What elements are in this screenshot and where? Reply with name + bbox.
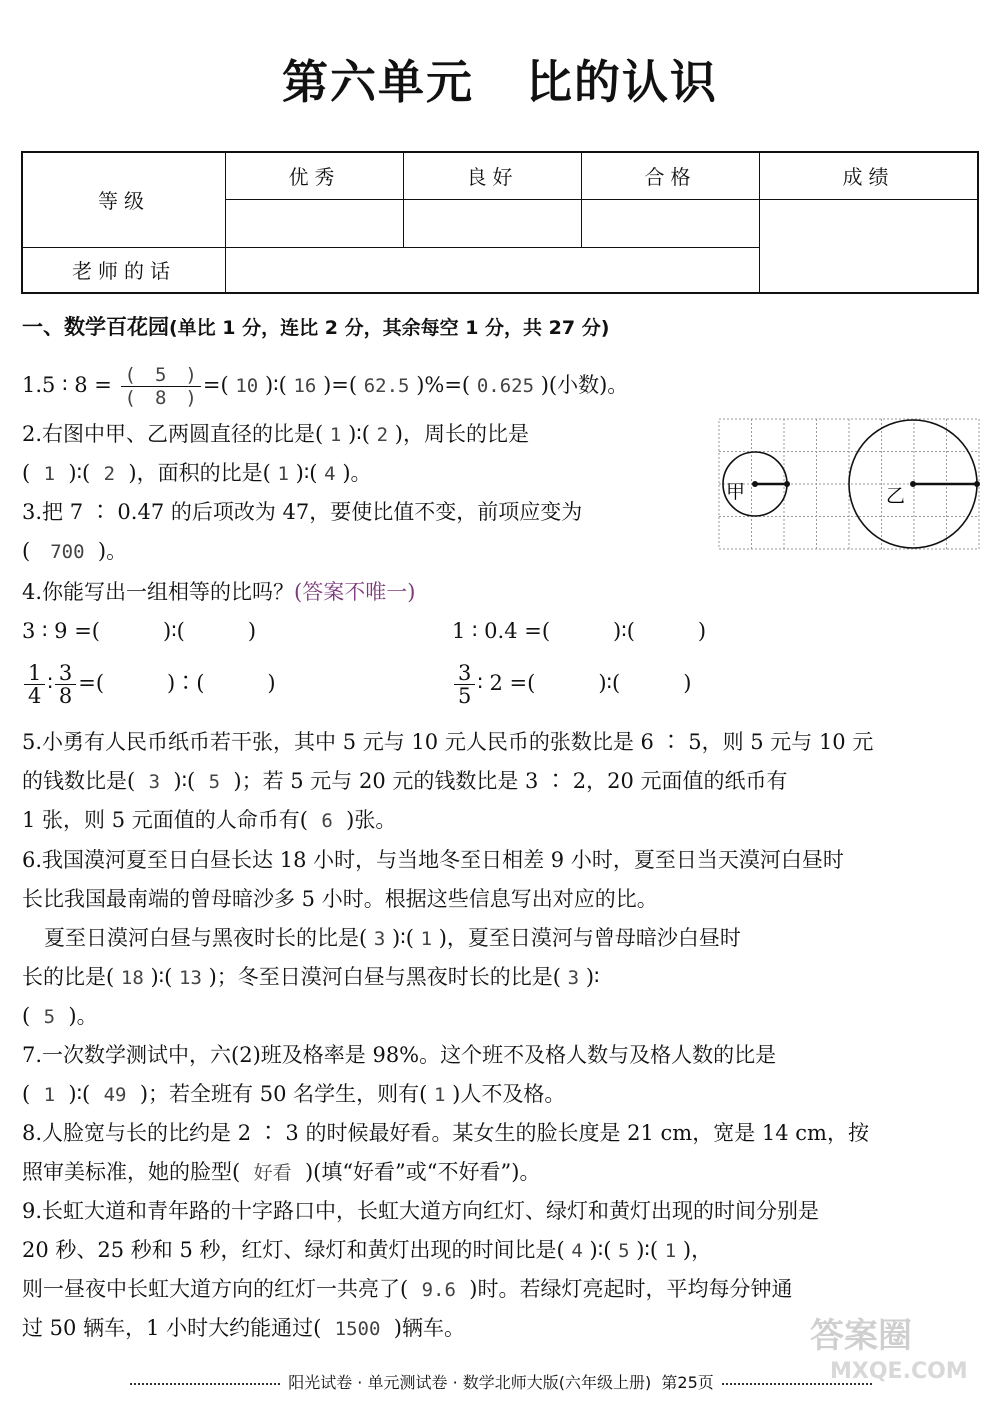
- label-jia: 甲: [726, 481, 746, 503]
- q6-colon-2: )∶(: [150, 965, 173, 989]
- q2-text-3: )，面积的比是(: [128, 461, 271, 485]
- q2-answer-6: 4: [324, 463, 336, 485]
- q3-open: (: [22, 539, 31, 563]
- page-number: 第25页: [661, 1373, 714, 1392]
- question-7-line-1: [22, 1040, 776, 1070]
- question-5-line-1: [22, 727, 873, 757]
- question-7-line-2: [22, 1079, 565, 1110]
- q4-frac-num-3: 3: [454, 662, 475, 685]
- q6-text-6: )；冬至日漠河白昼与黑夜时长的比是(: [208, 965, 561, 989]
- q2-colon-1: )∶(: [348, 422, 370, 446]
- q1-fraction: [121, 364, 201, 409]
- q6-answer-1: 3: [373, 928, 386, 950]
- q2-answer-1: 1: [329, 424, 342, 446]
- q7-colon: )∶(: [68, 1082, 91, 1106]
- q6-answer-3: 18: [120, 967, 144, 989]
- q4-frac-den-2: 8: [58, 684, 73, 708]
- question-9-line-4: [22, 1313, 465, 1344]
- header-excellent: 优秀: [226, 152, 404, 199]
- q4-ratio-3-tail: =( )∶( ): [78, 671, 276, 695]
- q6-open: (: [22, 1004, 31, 1028]
- q4-ratio-4[interactable]: [452, 661, 692, 708]
- q5-text-2: 的钱数比是(: [22, 769, 136, 793]
- teacher-comment-cell[interactable]: [226, 247, 760, 293]
- q1-colon: )∶(: [264, 373, 287, 397]
- title-topic: 比的认识: [526, 55, 718, 109]
- grade-table: [21, 151, 979, 294]
- q9-text-3: )，: [682, 1238, 713, 1262]
- question-6-line-4: [22, 962, 599, 993]
- q4-frac-den-3: 5: [458, 684, 472, 708]
- q7-answer-1: 1: [43, 1084, 56, 1106]
- watermark: [810, 1318, 968, 1390]
- q6-answer-6: 5: [43, 1006, 56, 1028]
- q4-frac-num-1: 1: [24, 662, 45, 685]
- question-9-line-3: [22, 1274, 792, 1305]
- q5-answer-2: 5: [208, 771, 221, 793]
- question-2-line-1: [22, 419, 529, 450]
- header-good: 良好: [404, 152, 582, 199]
- q5-answer-3: 6: [321, 810, 333, 832]
- section-note: (单比 1 分，连比 2 分，其余每空 1 分，共 27 分): [169, 317, 610, 339]
- q7-text-2: )；若全班有 50 名学生，则有(: [139, 1082, 428, 1106]
- question-3-line-1: [22, 497, 582, 527]
- q2-answer-5: 1: [277, 463, 289, 485]
- q2-text-2: )，周长的比是: [394, 422, 529, 446]
- q6-text-3: 夏至日漠河白昼与黑夜时长的比是(: [44, 926, 368, 950]
- q6-answer-4: 13: [179, 967, 202, 989]
- q5-text-1: 5.小勇有人民币纸币若干张，其中 5 元与 10 元人民币的张数比是 6 ∶ 5，则 5 元与 10 元: [22, 730, 874, 754]
- q1-percent: )%=(: [416, 373, 471, 397]
- q9-answer-3: 1: [664, 1240, 677, 1262]
- q4-ratio-4-tail: ∶ 2 =( )∶( ): [477, 671, 692, 695]
- q1-fraction-num: ( 5 ): [121, 364, 201, 387]
- q3-tail: )。: [97, 539, 128, 563]
- question-4-row-1: [22, 616, 706, 646]
- question-5-line-2: [22, 766, 788, 797]
- cell-excellent[interactable]: [226, 199, 404, 247]
- q1-prefix: 1.5 ∶ 8 =: [22, 373, 112, 397]
- q9-colon-2: )∶(: [636, 1238, 659, 1262]
- question-4-row-2: [22, 662, 691, 707]
- question-1: [22, 364, 628, 409]
- teacher-label: 老师的话: [22, 247, 226, 293]
- question-5-line-3: [22, 805, 396, 836]
- page-title: [0, 46, 1000, 112]
- q5-text-4: 1 张，则 5 元面值的人命币有(: [22, 808, 308, 832]
- q6-text-4: )，夏至日漠河与曾母暗沙白昼时: [438, 926, 741, 950]
- q5-answer-1: 3: [148, 771, 161, 793]
- question-6-line-1: [22, 845, 844, 875]
- q2-colon-3: )∶(: [295, 461, 318, 485]
- q9-tail: )辆车。: [393, 1316, 465, 1340]
- q1-fraction-den: ( 8 ): [124, 387, 197, 409]
- q4-ratio-2[interactable]: 1 ∶ 0.4 =( )∶( ): [452, 619, 707, 643]
- q9-text-5: )时。若绿灯亮起时，平均每分钟通: [469, 1277, 793, 1301]
- cell-pass[interactable]: [582, 199, 760, 247]
- q8-text-1: 8.人脸宽与长的比约是 2 ∶ 3 的时候最好看。某女生的脸长度是 21 cm，宽是 14 cm，按: [22, 1121, 869, 1145]
- question-9-line-2: [22, 1235, 712, 1266]
- q2-answer-4: 2: [103, 463, 116, 485]
- q4-ratio-3[interactable]: $\frac{1}{4}$ ∶ $\frac{3}{8}$ =( )∶( ): [22, 662, 452, 707]
- section-title: 一、数学百花园: [22, 315, 169, 339]
- watermark-url: MXQE.COM: [830, 1359, 968, 1384]
- q2-tail: )。: [342, 461, 372, 485]
- q6-text-1: 6.我国漠河夏至日白昼长达 18 小时，与当地冬至日相差 9 小时，夏至日当天漠河白昼时: [22, 848, 844, 872]
- q3-text: 3.把 7 ∶ 0.47 的后项改为 47，要使比值不变，前项应变为: [22, 500, 583, 524]
- q5-text-3: )；若 5 元与 20 元的钱数比是 3 ∶ 2，20 元面值的纸币有: [233, 769, 788, 793]
- q2-text-1: 2.右图中甲、乙两圆直径的比是(: [22, 422, 324, 446]
- grade-row-label: 等级: [22, 152, 226, 247]
- header-pass: 合格: [582, 152, 760, 199]
- q7-tail: )人不及格。: [452, 1082, 566, 1106]
- question-4-line-1: [22, 577, 415, 607]
- q1-tail: )(小数)。: [540, 373, 629, 397]
- footer-rule-left: [130, 1383, 280, 1385]
- question-6-line-2: [22, 884, 658, 914]
- question-3-line-2: [22, 536, 127, 567]
- q4-ratio-1[interactable]: 3 ∶ 9 =( )∶( ): [22, 619, 257, 643]
- q8-text-2: 照审美标准，她的脸型(: [22, 1160, 241, 1184]
- q6-answer-2: 1: [420, 928, 433, 950]
- q4-text: 4.你能写出一组相等的比吗？: [22, 580, 295, 604]
- q7-answer-3: 1: [434, 1084, 446, 1106]
- q6-colon-1: )∶(: [392, 926, 414, 950]
- q4-hint: (答案不唯一): [294, 580, 416, 604]
- q1-answer-2: 16: [293, 375, 317, 397]
- question-8-line-2: [22, 1157, 540, 1188]
- q2-answer-2: 2: [376, 424, 389, 446]
- q4-frac-den-1: 4: [28, 684, 42, 708]
- label-yi: 乙: [886, 485, 906, 507]
- q9-colon-1: )∶(: [589, 1238, 612, 1262]
- q4-frac-num-2: 3: [55, 662, 76, 685]
- cell-score[interactable]: [760, 199, 979, 293]
- q2-colon-2: )∶(: [68, 461, 91, 485]
- q7-answer-2: 49: [103, 1084, 127, 1106]
- q9-answer-2: 5: [618, 1240, 630, 1262]
- q6-colon-3: )∶: [585, 965, 600, 989]
- q1-answer-1: 10: [235, 375, 259, 397]
- watermark-text: 答案圈: [810, 1316, 912, 1356]
- q1-answer-3: 62.5: [363, 375, 410, 397]
- section-heading: [22, 312, 609, 343]
- q9-answer-4: 9.6: [421, 1279, 456, 1301]
- q8-answer: 好看: [253, 1162, 292, 1184]
- q6-text-5: 长的比是(: [22, 965, 115, 989]
- footer-text: 阳光试卷 · 单元测试卷 · 数学北师大版(六年级上册): [288, 1373, 652, 1392]
- q6-answer-5: 3: [567, 967, 580, 989]
- q2-answer-3: 1: [43, 463, 56, 485]
- q7-open: (: [22, 1082, 31, 1106]
- q9-answer-5: 1500: [334, 1318, 381, 1340]
- q2-open: (: [22, 461, 31, 485]
- q9-text-1: 9.长虹大道和青年路的十字路口中，长虹大道方向红灯、绿灯和黄灯出现的时间分别是: [22, 1199, 820, 1223]
- circle-jia: [723, 452, 790, 516]
- question-8-line-1: [22, 1118, 869, 1148]
- cell-good[interactable]: [404, 199, 582, 247]
- circles-figure: [718, 418, 980, 550]
- q7-text-1: 7.一次数学测试中，六(2)班及格率是 98%。这个班不及格人数与及格人数的比是: [22, 1043, 777, 1067]
- q6-text-2: 长比我国最南端的曾母暗沙多 5 小时。根据这些信息写出对应的比。: [22, 887, 658, 911]
- question-6-line-5: [22, 1001, 98, 1032]
- q8-tail: )(填“好看”或“不好看”)。: [304, 1160, 541, 1184]
- header-score: 成绩: [760, 152, 979, 199]
- q9-answer-1: 4: [571, 1240, 583, 1262]
- q9-text-6: 过 50 辆车，1 小时大约能通过(: [22, 1316, 322, 1340]
- q6-tail: )。: [68, 1004, 98, 1028]
- q5-colon: )∶(: [173, 769, 196, 793]
- q1-eq2: )=(: [323, 373, 358, 397]
- q1-eq1: =(: [202, 373, 229, 397]
- question-6-line-3: [44, 923, 741, 954]
- question-2-line-2: [22, 458, 372, 489]
- title-unit: 第六单元: [282, 55, 474, 109]
- question-9-line-1: [22, 1196, 819, 1226]
- q9-text-4: 则一昼夜中长虹大道方向的红灯一共亮了(: [22, 1277, 409, 1301]
- q9-text-2: 20 秒、25 秒和 5 秒，红灯、绿灯和黄灯出现的时间比是(: [22, 1238, 565, 1262]
- q3-answer: 700: [50, 541, 85, 563]
- q1-answer-4: 0.625: [476, 375, 535, 397]
- q5-tail: )张。: [346, 808, 397, 832]
